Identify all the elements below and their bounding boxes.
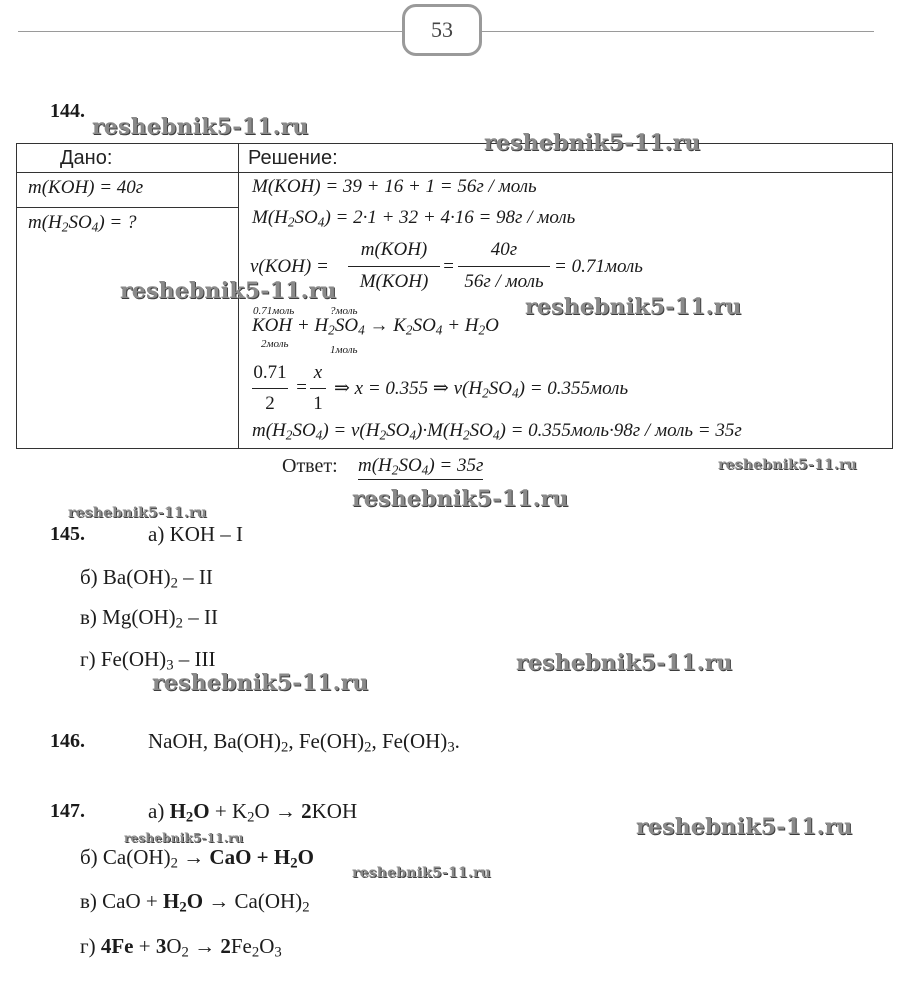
watermark-12: reshebnik5-11.ru [352,865,491,881]
watermark-7: reshebnik5-11.ru [68,505,207,521]
watermark-8: reshebnik5-11.ru [516,650,733,676]
final-mass-calculation: $m(H_2SO_4) = \nu(H_2SO_4)\cdot M(H_2SO_4)$ = 0.355моль·98г / моль = 35г [252,420,742,443]
header-rule-left [18,31,402,32]
reaction-below-koh: 2моль [261,338,289,350]
watermark-11: reshebnik5-11.ru [124,831,244,845]
fraction-bar-1 [348,266,440,267]
header-rule-right [482,31,874,32]
watermark-10: reshebnik5-11.ru [636,814,853,840]
proportion-num-1: 0.71 [253,362,287,383]
proportion-den-1: 2 [265,393,275,414]
watermark-3: reshebnik5-11.ru [120,278,337,304]
watermark-5: reshebnik5-11.ru [718,457,857,473]
molar-mass-koh: M(KOH) = 39 + 16 + 1 = 56г / моль [252,176,537,197]
moles-koh-lhs: ν(KOH) = [250,256,329,277]
moles-koh-result: = 0.71моль [554,256,643,277]
item-145-g: г) $Fe(OH)_3$ – III [80,647,216,674]
item-145-b: б) $Ba(OH)_2$ – II [80,565,213,592]
reaction-above-koh: 0.71моль [253,305,295,317]
reaction-above-h2so4: ?моль [330,305,358,317]
item-145-v: в) $Mg(OH)_2$ – II [80,605,218,632]
fraction-value-den: 56г / моль [464,271,544,292]
given-separator [16,207,238,208]
reaction-equation: KOH + $H_2SO_4 \to K_2SO_4 + H_2O$ [252,315,499,338]
fraction-mass-den: M(KOH) [359,271,429,292]
answer-value: $m(H_2SO_4) = 35г$ [358,455,483,480]
watermark-9: reshebnik5-11.ru [152,670,369,696]
watermark-2: reshebnik5-11.ru [484,130,701,156]
equals-sign: = [442,256,455,277]
solution-header: Решение: [248,147,338,169]
item-145-a: а) KOH – I [148,522,244,546]
proportion-bar-2 [310,388,326,389]
problem-146-number: 146. [50,730,85,752]
proportion-den-2: 1 [313,393,323,414]
given-mass-koh: m(KOH) = 40г [28,177,144,198]
watermark-6: reshebnik5-11.ru [352,486,569,512]
fraction-mass-num: m(KOH) [360,239,428,260]
item-147-b: б) $Ca(OH)_2$ → CaO + $H_2O$ [80,845,314,872]
fraction-bar-2 [458,266,550,267]
given-header: Дано: [60,147,113,169]
proportion-bar-1 [252,388,288,389]
answer-label: Ответ: [282,455,338,477]
page-number-text: 53 [431,17,453,42]
fraction-value-num: 40г [490,239,518,260]
problem-145-number: 145. [50,523,85,545]
item-147-v: в) CaO + $H_2O \to Ca(OH)_2$ [80,889,310,916]
given-mass-h2so4: $m(H_2SO_4)$ = ? [28,212,137,235]
molar-mass-h2so4: $M(H_2SO_4) = 2\cdot 1 + 32 + 4\cdot 16 = 98г$ / моль [252,207,576,230]
page-number [402,4,482,56]
proportion-num-2: x [313,362,323,383]
proportion-equals: = [295,377,308,398]
reaction-below-h2so4: 1моль [330,344,358,356]
problem-147-number: 147. [50,800,85,822]
item-147-a: а) $H_2O + K_2O \to 2KOH$ [148,799,358,826]
watermark-4: reshebnik5-11.ru [525,294,742,320]
watermark-1: reshebnik5-11.ru [92,114,309,140]
proportion-result: ⇒ x = 0.355 ⇒ $\nu(H_2SO_4)$ = 0.355моль [334,378,629,401]
problem-144-number: 144. [50,100,85,122]
item-146-text: NaOH, $Ba(OH)_2$, $Fe(OH)_2$, $Fe(OH)_3$. [148,729,460,756]
table-header-rule [16,172,893,173]
item-147-g: г) $4Fe + 3O_2 \to 2Fe_2O_3$ [80,934,282,961]
